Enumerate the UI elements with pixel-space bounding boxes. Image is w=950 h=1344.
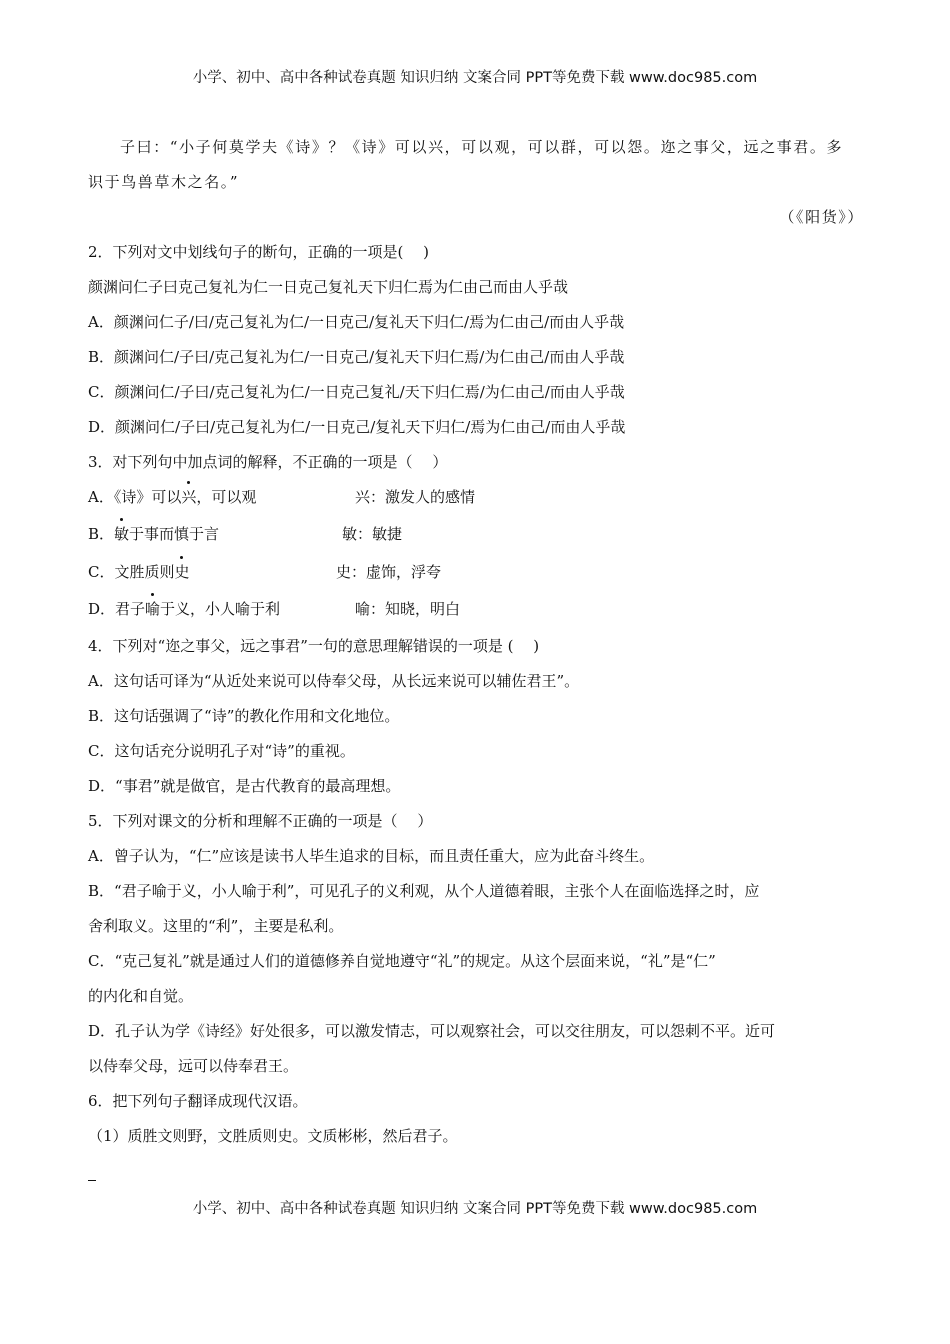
passage-source: （《阳货》）: [779, 208, 864, 226]
q4-option-c: C．这句话充分说明孔子对“诗”的重视。: [88, 742, 355, 760]
passage-line-2: 识于鸟兽草木之名。”: [88, 173, 240, 191]
page-footer: 小学、初中、高中各种试卷真题 知识归纳 文案合同 PPT等免费下载 www.doc985.com: [192, 1201, 758, 1217]
answer-line-mark: [88, 1180, 96, 1181]
q3-a-text-post: ，可以观: [196, 488, 257, 506]
q5-option-b-line-1: B．“君子喻于义，小人喻于利”，可见孔子的义利观，从个人道德着眼，主张个人在面临选择之时，应: [88, 882, 760, 900]
q3-stem: 3．对下列句中加点词的解释，不正确的一项是（ ）: [88, 453, 448, 471]
q3-option-d: [88, 597, 864, 634]
q3-a-explanation: 兴：激发人的感情: [355, 488, 476, 506]
document-body: [88, 135, 864, 1159]
q4-option-a: A．这句话可译为“从近处来说可以侍奉父母，从长远来说可以辅佐君王”。: [88, 672, 580, 690]
q5-option-d-line-1: D．孔子认为学《诗经》好处很多，可以激发情志，可以观察社会，可以交往朋友，可以怨刺不平。近可: [88, 1022, 776, 1040]
q2-option-c: C．颜渊问仁/子曰/克己复礼为仁/一日克己复礼/天下归仁焉/为仁由己/而由人乎哉: [88, 383, 625, 401]
q5-option-d-line-2: 以侍奉父母，远可以侍奉君王。: [88, 1057, 299, 1075]
q3-b-explanation: 敏：敏捷: [342, 525, 403, 543]
q3-b-dotted-word: 敏: [114, 522, 129, 546]
q3-b-text: B．: [88, 525, 115, 543]
q6-item-1: （1）质胜文则野，文胜质则史。文质彬彬，然后君子。: [88, 1127, 458, 1145]
q3-c-dotted-word: 史: [174, 560, 189, 584]
q2-option-d: D．颜渊问仁/子曰/克己复礼为仁/一日克己/复礼天下归仁/焉为仁由己/而由人乎哉: [88, 418, 626, 436]
q6-stem: 6．把下列句子翻译成现代汉语。: [88, 1092, 308, 1110]
q5-option-b-line-2: 舍利取义。这里的“利”，主要是私利。: [88, 917, 344, 935]
q2-option-a: A．颜渊问仁子/曰/克己复礼为仁/一日克己/复礼天下归仁/焉为仁由己/而由人乎哉: [88, 313, 625, 331]
q3-d-explanation: 喻：知晓，明白: [355, 600, 461, 618]
q3-option-c: [88, 560, 864, 597]
q2-option-b: B．颜渊问仁/子曰/克己复礼为仁/一日克己/复礼天下归仁焉/为仁由己/而由人乎哉: [88, 348, 625, 366]
q3-a-dotted-word: 兴: [181, 485, 196, 509]
q3-c-text: C．文胜质则: [88, 563, 175, 581]
q4-stem: 4．下列对“迩之事父，远之事君”一句的意思理解错误的一项是 ( ): [88, 637, 540, 655]
q5-option-a: A．曾子认为，“仁”应该是读书人毕生追求的目标，而且责任重大，应为此奋斗终生。: [88, 847, 655, 865]
q3-c-explanation: 史：虚饰，浮夸: [336, 563, 442, 581]
q3-d-dotted-word: 喻: [145, 597, 160, 621]
q5-option-c-line-2: 的内化和自觉。: [88, 987, 194, 1005]
q5-stem: 5．下列对课文的分析和理解不正确的一项是（ ）: [88, 812, 433, 830]
passage-line-1: 子曰：“小子何莫学夫《诗》？《诗》可以兴，可以观，可以群，可以怨。迩之事父，远之事君。多: [120, 138, 844, 156]
page-header: 小学、初中、高中各种试卷真题 知识归纳 文案合同 PPT等免费下载 www.doc985.com: [192, 70, 758, 86]
q5-option-c-line-1: C．“克己复礼”就是通过人们的道德修养自觉地遵守“礼”的规定。从这个层面来说，“礼”是“仁”: [88, 952, 716, 970]
q2-stem: 2．下列对文中划线句子的断句，正确的一项是( ): [88, 243, 430, 261]
q2-sentence: 颜渊问仁子曰克己复礼为仁一日克己复礼天下归仁焉为仁由己而由人乎哉: [88, 278, 569, 296]
q4-option-b: B．这句话强调了“诗”的教化作用和文化地位。: [88, 707, 400, 725]
q3-option-a: [88, 485, 864, 522]
q3-option-b: [88, 522, 864, 560]
q3-d-text-post: 于义，小人喻于利: [160, 600, 281, 618]
q3-a-text: A．《诗》可以: [88, 488, 182, 506]
q3-d-text: D．君子: [88, 600, 146, 618]
q4-option-d: D．“事君”就是做官，是古代教育的最高理想。: [88, 777, 401, 795]
q3-b-text-post: 于事而慎于言: [129, 525, 220, 543]
